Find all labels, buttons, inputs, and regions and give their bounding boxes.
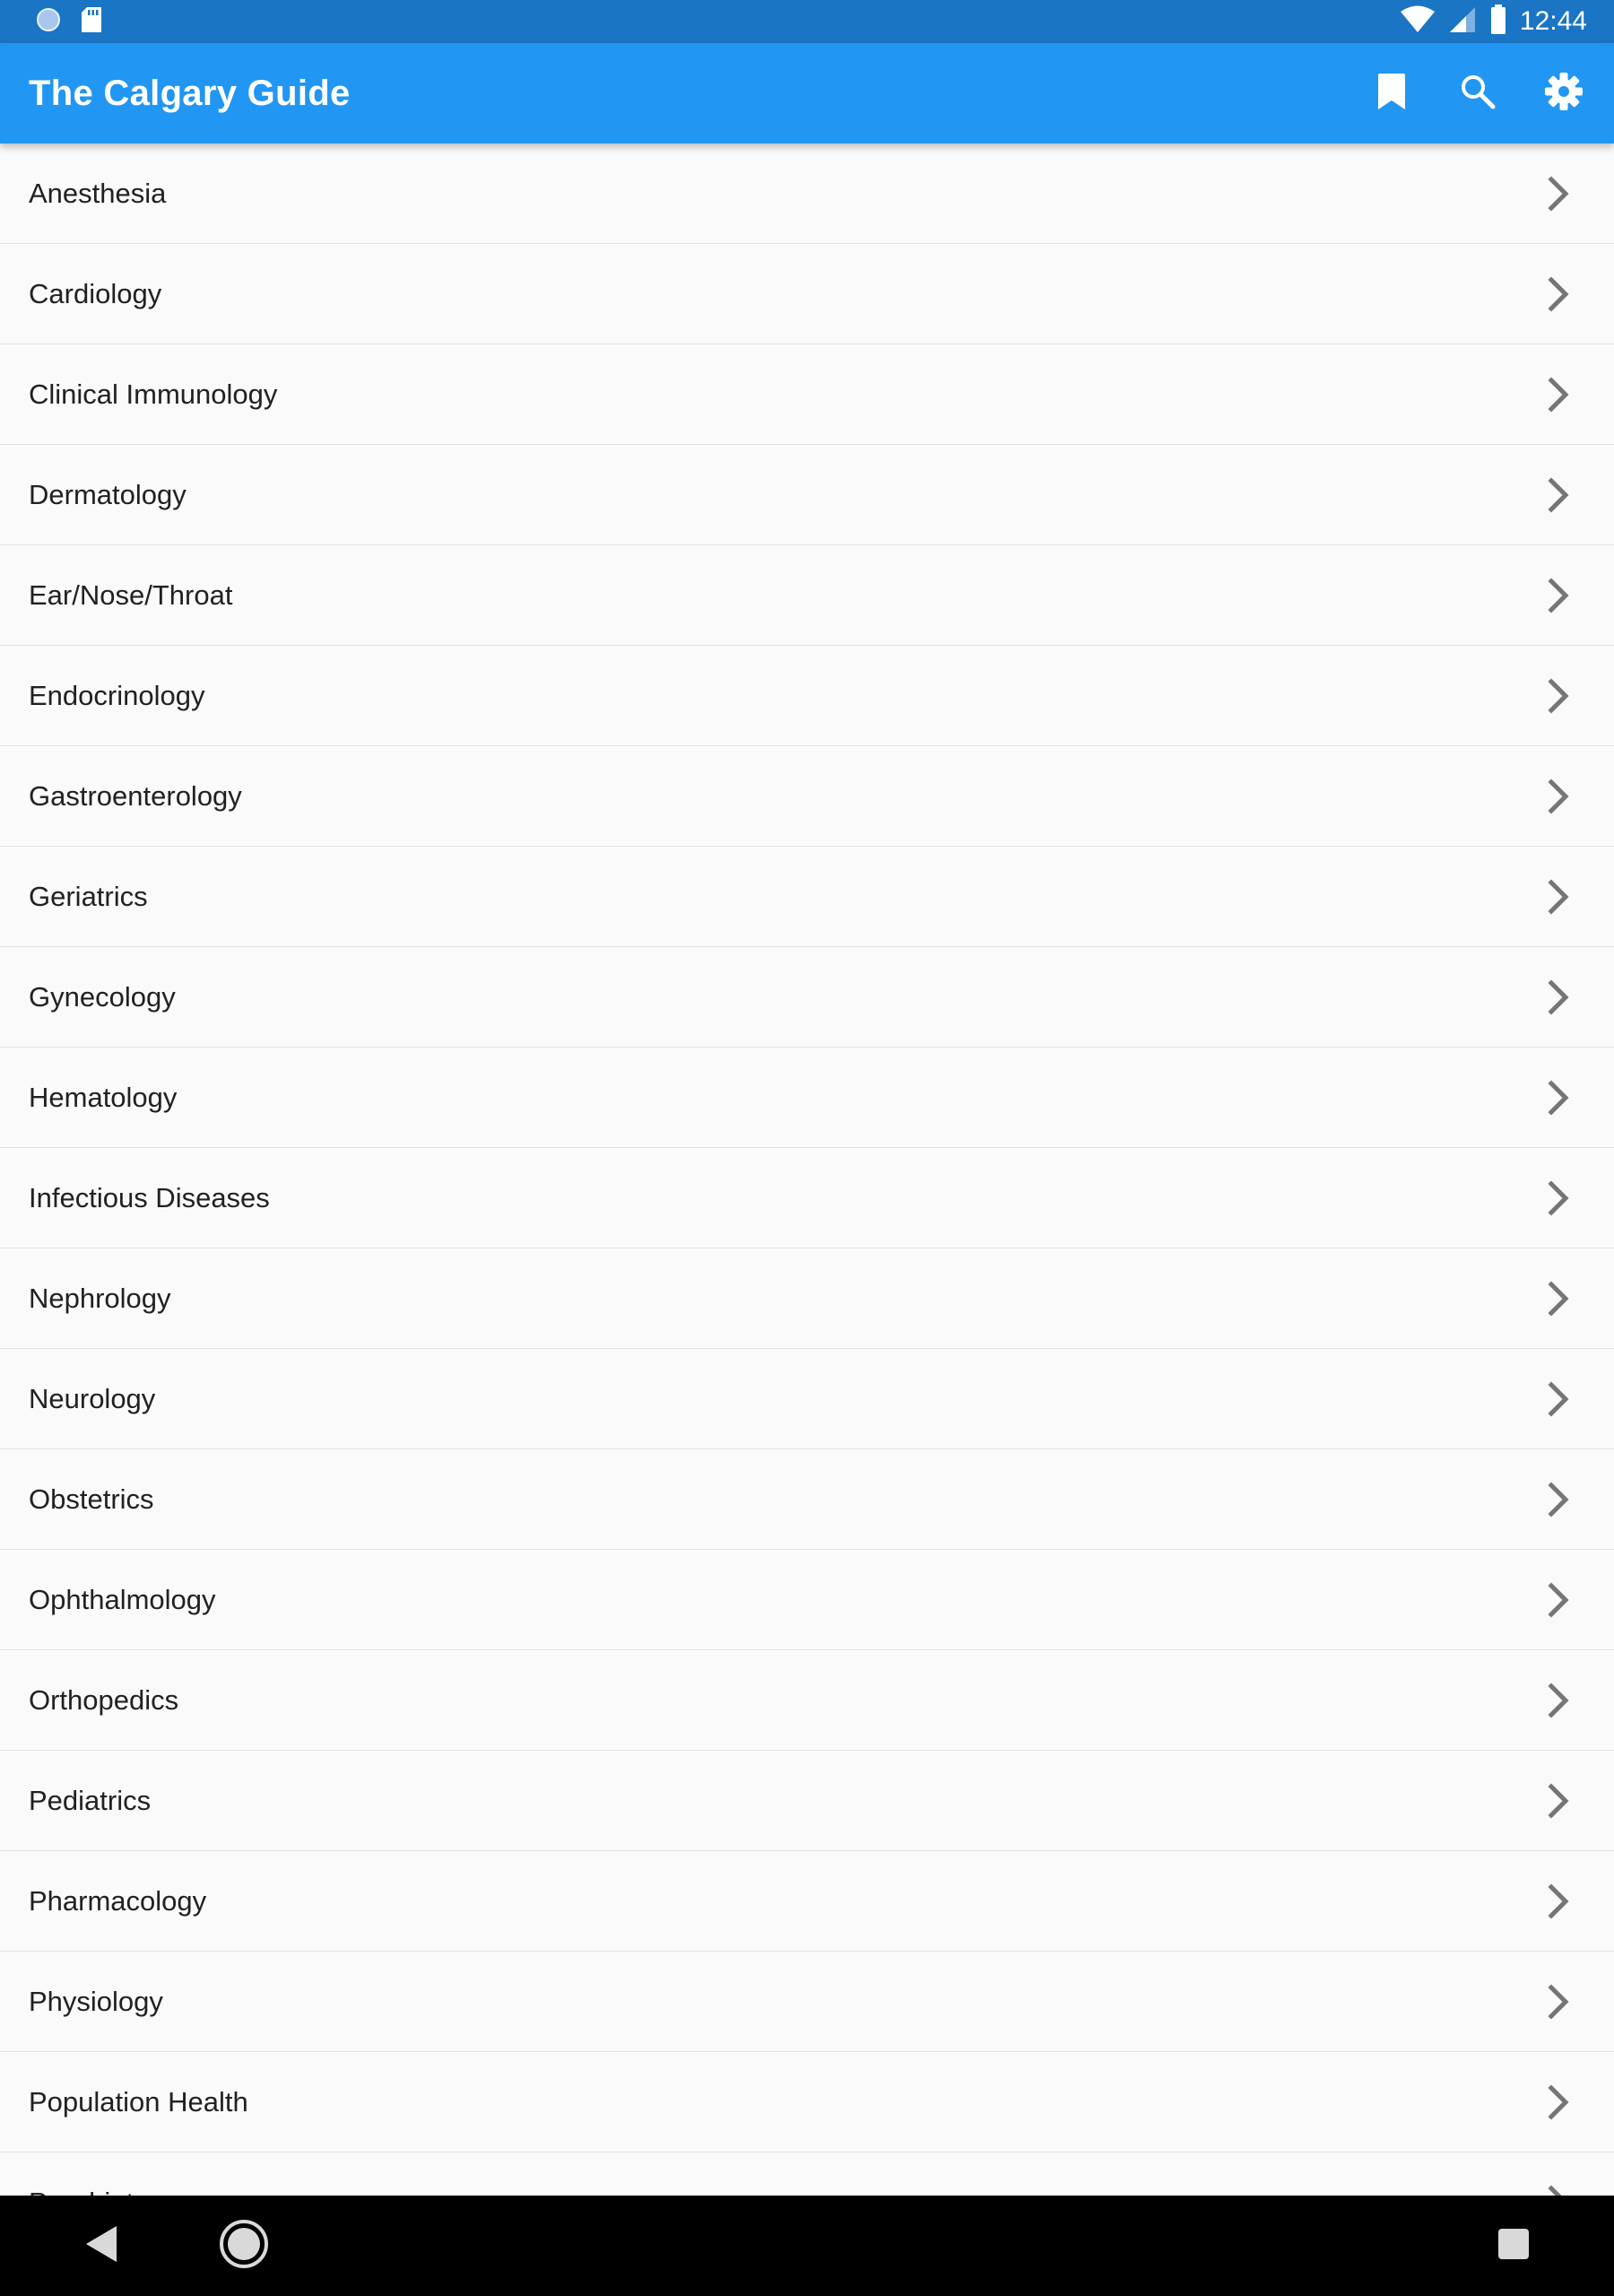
back-button[interactable] (75, 2221, 126, 2271)
list-item-label: Pediatrics (29, 1784, 152, 1816)
category-item-10[interactable] (0, 1148, 1614, 1248)
list-item-label: Infectious Diseases (29, 1181, 270, 1213)
chevron-right-icon (1537, 775, 1580, 818)
list-item-label: Geriatrics (29, 880, 148, 912)
status-time: 12:44 (1519, 6, 1587, 36)
category-item-17[interactable] (0, 1851, 1614, 1952)
category-item-2[interactable] (0, 344, 1614, 445)
list-item-label: Hematology (29, 1081, 178, 1113)
recents-icon (1497, 2227, 1531, 2266)
search-button[interactable] (1435, 50, 1521, 136)
chevron-right-icon (1537, 373, 1580, 416)
back-icon (82, 2224, 118, 2268)
chevron-right-icon (1537, 674, 1580, 718)
category-item-15[interactable] (0, 1650, 1614, 1751)
chevron-right-icon (1537, 1980, 1580, 2023)
list-item-label: Physiology (29, 1985, 163, 2017)
category-item-12[interactable] (0, 1349, 1614, 1449)
category-item-18[interactable] (0, 1952, 1614, 2052)
category-item-0[interactable] (0, 144, 1614, 244)
status-right-icons (1400, 4, 1587, 39)
category-list[interactable] (0, 144, 1614, 2196)
status-bar (0, 0, 1614, 43)
home-button[interactable] (219, 2221, 269, 2271)
chevron-right-icon (1537, 1076, 1580, 1119)
recents-button[interactable] (1488, 2221, 1539, 2271)
category-item-7[interactable] (0, 847, 1614, 947)
list-item-label: Neurology (29, 1382, 156, 1414)
list-item-label: Pharmacology (29, 1884, 207, 1917)
app-bar (0, 43, 1614, 144)
home-icon (219, 2219, 269, 2274)
chevron-right-icon (1537, 1177, 1580, 1220)
bookmark-button[interactable] (1349, 50, 1435, 136)
category-item-14[interactable] (0, 1550, 1614, 1650)
settings-button[interactable] (1521, 50, 1607, 136)
list-item-label: Dermatology (29, 478, 187, 510)
chevron-right-icon (1537, 474, 1580, 517)
chevron-right-icon (1537, 875, 1580, 918)
list-item-label: Endocrinology (29, 679, 205, 711)
list-item-label: Gastroenterology (29, 779, 242, 812)
list-item-label: Gynecology (29, 980, 176, 1013)
chevron-right-icon (1537, 976, 1580, 1019)
wifi-icon (1400, 5, 1436, 39)
cell-signal-icon (1448, 5, 1477, 39)
chevron-right-icon (1537, 172, 1580, 215)
chevron-right-icon (1537, 1578, 1580, 1622)
category-item-19[interactable] (0, 2052, 1614, 2152)
battery-icon (1489, 4, 1507, 39)
chevron-right-icon (1537, 2081, 1580, 2124)
category-item-3[interactable] (0, 445, 1614, 545)
category-item-6[interactable] (0, 746, 1614, 847)
chevron-right-icon (1537, 1679, 1580, 1722)
chevron-right-icon (1537, 1378, 1580, 1421)
category-item-16[interactable] (0, 1751, 1614, 1851)
chevron-right-icon (1537, 1277, 1580, 1320)
bookmark-icon (1377, 74, 1406, 114)
list-item-label: Orthopedics (29, 1683, 179, 1716)
chevron-right-icon (1537, 1880, 1580, 1923)
list-item-label: Nephrology (29, 1282, 171, 1314)
app-bar-actions (1349, 43, 1607, 144)
sd-card-icon (81, 6, 102, 38)
chevron-right-icon (1537, 273, 1580, 316)
category-item-5[interactable] (0, 646, 1614, 746)
category-item-8[interactable] (0, 947, 1614, 1048)
list-item-label: Anesthesia (29, 177, 167, 209)
category-item-1[interactable] (0, 244, 1614, 344)
list-item-label: Population Health (29, 2085, 248, 2118)
category-item-4[interactable] (0, 545, 1614, 646)
status-left-icons (36, 7, 102, 36)
category-item-11[interactable] (0, 1248, 1614, 1349)
list-item-label: Ophthalmology (29, 1583, 216, 1615)
navigation-bar (0, 2196, 1614, 2296)
list-item-label: Obstetrics (29, 1483, 154, 1515)
category-item-9[interactable] (0, 1048, 1614, 1148)
list-item-label: Clinical Immunology (29, 378, 278, 410)
gear-icon (1545, 73, 1583, 115)
category-item-13[interactable] (0, 1449, 1614, 1550)
list-item-label: Ear/Nose/Throat (29, 578, 233, 611)
search-icon (1460, 74, 1496, 114)
chevron-right-icon (1537, 1478, 1580, 1521)
list-item-label: Cardiology (29, 277, 162, 309)
notification-dot-icon (36, 7, 61, 37)
app-title: The Calgary Guide (29, 74, 351, 113)
chevron-right-icon (1537, 574, 1580, 617)
chevron-right-icon (1537, 1779, 1580, 1822)
